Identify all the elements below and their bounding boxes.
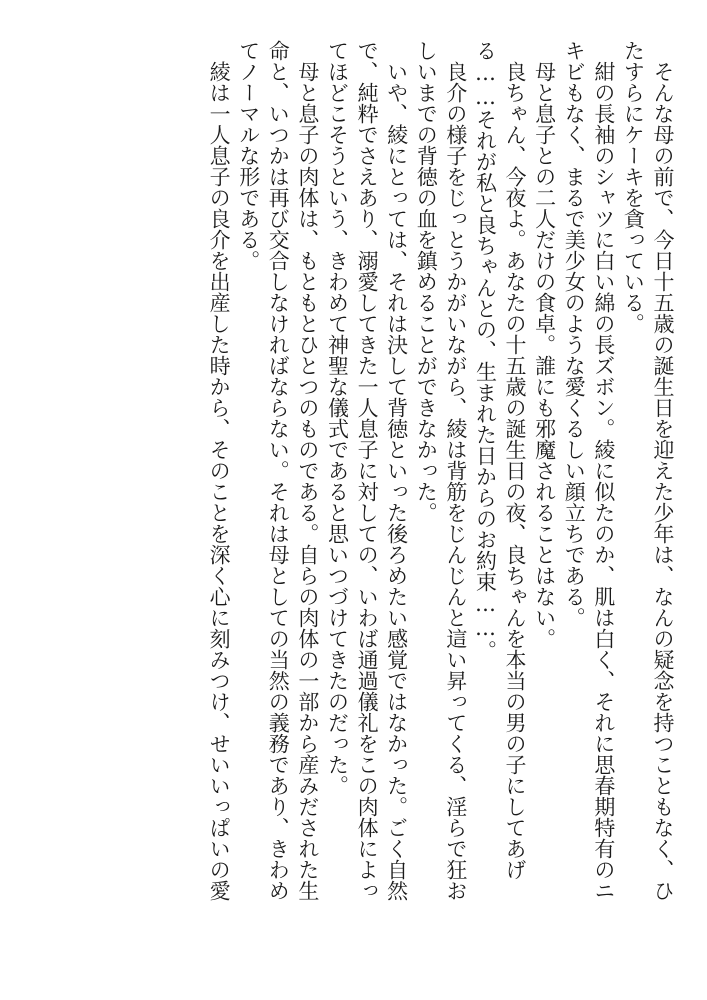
text-line: 紺の長袖のシャツに白い綿の長ズボン。綾に似たのか、肌は白く、それに思春期特有のニ — [591, 61, 616, 901]
text-line: で、純粋でさえあり、溺愛してきた一人息子に対しての、いわば通過儀礼をこの肉体によっ — [355, 40, 380, 901]
text-line: 良ちゃん、今夜よ。あなたの十五歳の誕生日の夜、良ちゃんを本当の男の子にしてあげ — [503, 61, 528, 880]
text-line: てほどこそうという、きわめて神聖な儀式であると思いつづけてきたのだった。 — [325, 40, 350, 796]
text-line: 母と息子の肉体は、もともとひとつのものである。自らの肉体の一部から産みだされた生 — [295, 61, 320, 901]
text-line: 母と息子との二人だけの食卓。誰にも邪魔されることはない。 — [532, 61, 557, 649]
text-line: 命と、いつかは再び交合しなければならない。それは母としての当然の義務であり、きわめ — [266, 40, 291, 901]
text-line: たすらにケーキを貪っている。 — [621, 40, 646, 334]
text-line: 良介の様子をじっとうかがいながら、綾は背筋をじんじんと這い昇ってくる、淫らで狂お — [443, 61, 468, 901]
text-line: しいまでの背徳の血を鎮めることができなかった。 — [414, 40, 439, 523]
text-line: 綾は一人息子の良介を出産した時から、そのことを深く心に刻みつけ、せいいっぱいの愛 — [207, 61, 232, 901]
vertical-text-body — [204, 40, 678, 970]
text-line: いや、綾にとっては、それは決して背徳といった後ろめたい感覚ではなかった。ごく自然 — [384, 61, 409, 901]
text-line: そんな母の前で、今日十五歳の誕生日を迎えた少年は、なんの疑念を持つこともなく、ひ — [651, 61, 675, 901]
text-line: キビもなく、まるで美少女のような愛くるしい顔立ちである。 — [562, 40, 587, 628]
text-line: てノーマルな形である。 — [236, 40, 261, 271]
text-line: る……それが私と良ちゃんとの、生まれた日からのお約束……。 — [473, 40, 498, 661]
